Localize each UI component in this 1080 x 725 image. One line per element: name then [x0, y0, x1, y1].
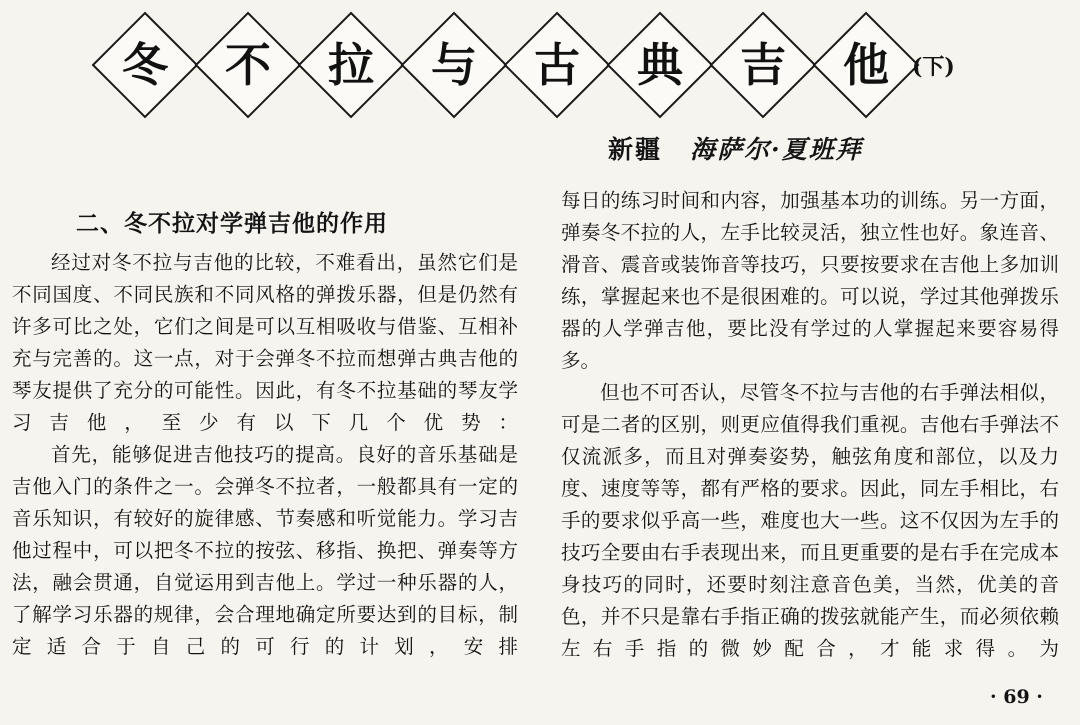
- byline-region: 新疆: [608, 135, 663, 164]
- page-number: · 69 ·: [990, 686, 1043, 708]
- title-character: 典: [637, 38, 683, 92]
- text-line: 换把、弹奏等方法，融会贯通，自觉运用到吉他上。学: [12, 539, 518, 594]
- text-line: 其他弹拨乐器的人学弹吉他，要比没有学过的人掌握: [561, 285, 1059, 340]
- right-paragraph-2: [561, 377, 1059, 665]
- section-heading: 二、冬不拉对学弹吉他的作用: [76, 211, 388, 237]
- left-column: [12, 247, 518, 663]
- title-character: 拉: [328, 38, 374, 92]
- text-line: 当然，优美的音色，并不只是靠右手指正确的拨弦就能: [561, 573, 1059, 628]
- text-line: 每日的练习时间和内容，加强基本功的训练。另一方: [561, 189, 1020, 212]
- left-paragraph-1: [12, 247, 518, 439]
- left-paragraph-2: [12, 439, 518, 663]
- text-line: 面，弹奏冬不拉的人，左手比较灵活，独立性也好。象: [561, 189, 1059, 244]
- byline-author: 海萨尔·夏班拜: [690, 135, 863, 164]
- right-paragraph-1: [561, 185, 1059, 377]
- text-line: 弹法不仅流派多，而且对弹奏姿势，触弦角度和部位，: [561, 413, 1059, 468]
- text-line: 因为左手的技巧全要由右手表现出来，而且更重要的: [561, 509, 1059, 564]
- title-character: 与: [431, 38, 477, 92]
- text-line: 过一种乐器的人，了解学习乐器的规律，会合理地确定: [12, 571, 518, 626]
- article-title: [0, 0, 1080, 130]
- text-line: 相比，右手的要求似乎高一些，难度也大一些。这不仅: [561, 477, 1059, 532]
- title-character: 古: [534, 38, 580, 92]
- title-character: 冬: [122, 38, 168, 92]
- title-character: 吉: [740, 38, 786, 92]
- text-line: 是不同国度、不同民族和不同风格的弹拨乐器，但是仍: [12, 251, 518, 306]
- title-character: 他: [843, 38, 889, 92]
- text-line: 互相补充与完善的。这一点，对于会弹冬不拉而想弹: [12, 315, 518, 370]
- text-line: 是右手在完成本身技巧的同时，还要时刻注意音色美，: [561, 541, 1059, 596]
- text-line: 连音、滑音、震音或装饰音等技巧，只要按要求在吉他: [561, 221, 1059, 276]
- text-line: 起来要容易得多。: [561, 317, 1059, 372]
- text-line: 础是吉他入门的条件之一。会弹冬不拉者，一般都具: [12, 443, 518, 498]
- byline: [608, 130, 863, 166]
- text-line: 但也不可否认，尽管冬不拉与吉他的右手弹法相: [600, 381, 1020, 404]
- right-column: [561, 185, 1059, 665]
- text-line: 首先，能够促进吉他技巧的提高。良好的音乐基: [51, 443, 479, 466]
- title-character: 不: [225, 38, 271, 92]
- text-line: 然有许多可比之处，它们之间是可以互相吸收与借鉴、: [12, 283, 518, 338]
- text-line: 上多加训练，掌握起来也不是很困难的。可以说，学过: [561, 253, 1059, 308]
- text-line: 古典吉他的琴友提供了充分的可能性。因此，有冬不: [12, 347, 518, 402]
- text-line: 产生，而必须依赖左右手指的微妙配合，才能求得。为: [561, 605, 1059, 660]
- text-line: 以及力度、速度等等，都有严格的要求。因此，同左手: [561, 445, 1059, 500]
- text-line: 有一定的音乐知识，有较好的旋律感、节奏感和听觉: [12, 475, 518, 530]
- text-line: 所要达到的目标，制定适合于自己的可行的计划，安排: [12, 603, 518, 658]
- title-part-suffix: (下): [912, 54, 955, 80]
- text-line: 经过对冬不拉与吉他的比较，不难看出，虽然它们: [51, 251, 499, 274]
- text-line: 能力。学习吉他过程中，可以把冬不拉的按弦、移指、: [12, 507, 518, 562]
- text-line: 拉基础的琴友学习吉他，至少有以下几个优势：: [12, 379, 518, 434]
- text-line: 似，可是二者的区别，则更应值得我们重视。吉他右手: [561, 381, 1059, 436]
